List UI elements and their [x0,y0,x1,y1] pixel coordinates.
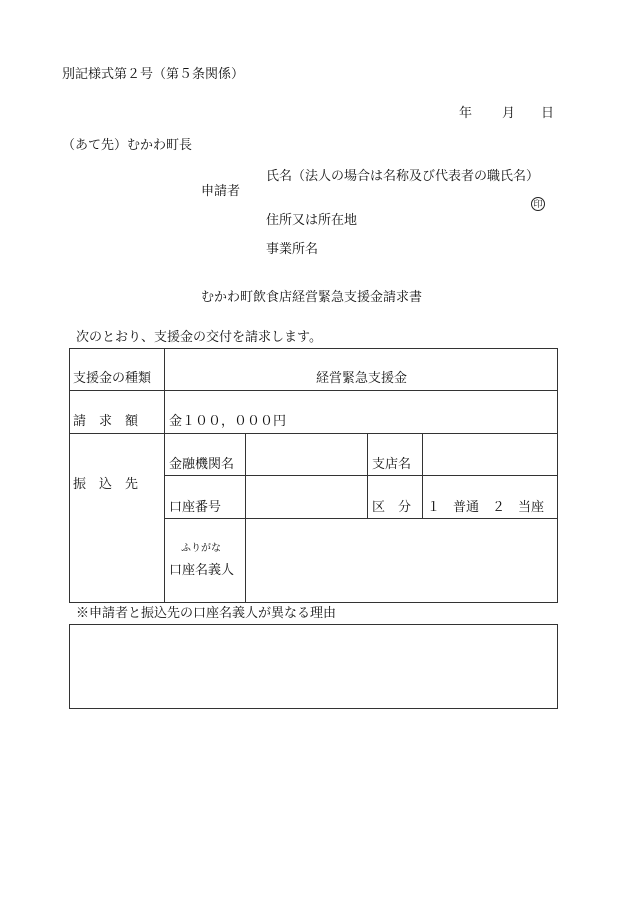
support-type-value: 経営緊急支援金 [315,371,407,386]
amount-label: 請 求 額 [73,414,139,429]
date-day: 日 [541,106,555,121]
applicant-business-label: 事業所名 [266,242,319,257]
bank-name-label: 金融機関名 [169,457,235,472]
account-category-options: １ 普通 ２ 当座 [427,500,545,515]
reason-note: ※申請者と振込先の口座名義人が異なる理由 [76,606,337,621]
document-title: むかわ町飲食店経営緊急支援金請求書 [201,290,423,305]
branch-name-label: 支店名 [372,457,412,472]
account-category-label: 区 分 [372,500,412,515]
transfer-label: 振 込 先 [73,477,139,492]
intro-text: 次のとおり、支援金の交付を請求します。 [76,330,322,345]
date-month: 月 [502,106,516,121]
form-number: 別記様式第２号（第５条関係） [62,67,245,82]
reason-box [69,624,558,709]
applicant-name-label: 氏名（法人の場合は名称及び代表者の職氏名） [266,169,540,184]
addressee: （あて先）むかわ町長 [62,138,193,153]
request-table [69,348,558,603]
furigana-label: ふりがな [181,543,221,554]
support-type-label: 支援金の種類 [73,371,152,386]
applicant-address-label: 住所又は所在地 [266,213,358,228]
account-number-label: 口座番号 [169,500,222,515]
seal-mark: 印 [531,197,545,211]
account-holder-label: 口座名義人 [169,563,235,578]
date-year: 年 [459,106,473,121]
applicant-label: 申請者 [201,184,241,199]
amount-value: 金１００，０００円 [169,414,287,429]
